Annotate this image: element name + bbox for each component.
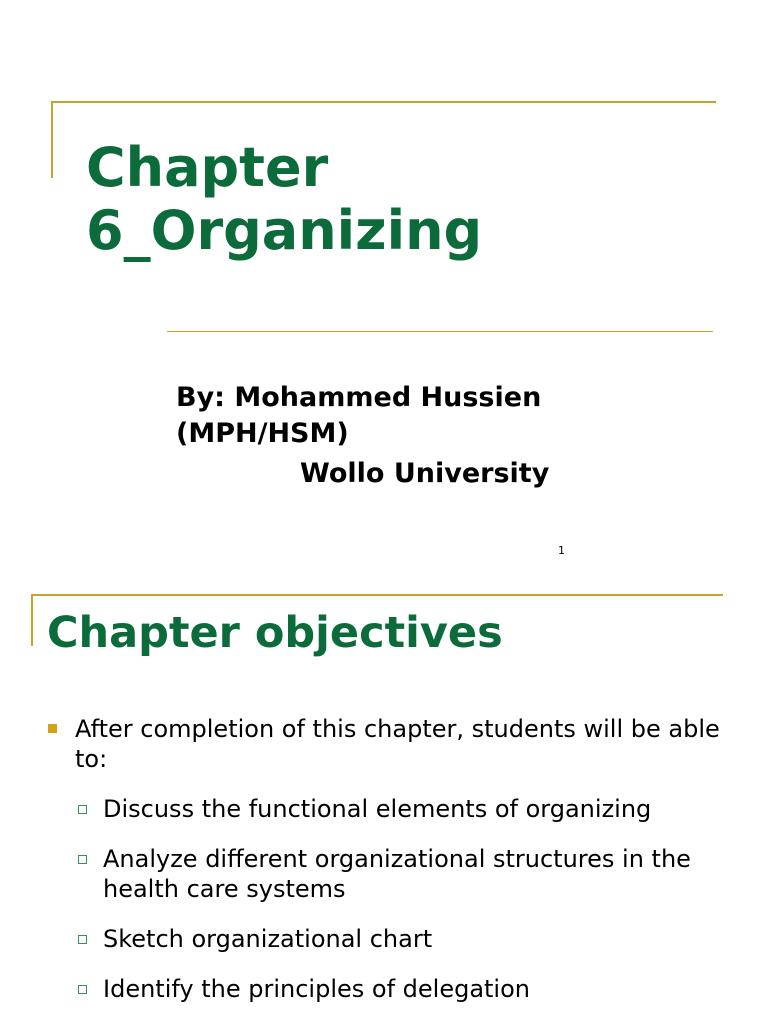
objective-text: Analyze different organizational structures in the health care systems bbox=[103, 845, 691, 903]
hollow-square-bullet-icon bbox=[78, 985, 87, 994]
intro-text: After completion of this chapter, students will be able to: bbox=[75, 715, 720, 773]
objective-text: Sketch organizational chart bbox=[103, 925, 433, 953]
hollow-square-bullet-icon bbox=[78, 935, 87, 944]
objectives-slide bbox=[0, 576, 768, 1024]
list-item bbox=[76, 924, 736, 954]
university-name: Wollo University bbox=[300, 458, 550, 489]
page-number: 1 bbox=[558, 544, 565, 557]
title-underline bbox=[167, 331, 713, 332]
objectives-list bbox=[76, 794, 736, 1024]
list-item bbox=[76, 794, 736, 824]
objective-text: Discuss the functional elements of organizing bbox=[103, 795, 652, 823]
author-degree: (MPH/HSM) bbox=[176, 418, 349, 449]
left-rule bbox=[31, 594, 33, 646]
slide-title: Chapter 6_Organizing bbox=[86, 136, 483, 262]
hollow-square-bullet-icon bbox=[78, 855, 87, 864]
list-item bbox=[76, 974, 736, 1004]
top-rule bbox=[51, 101, 716, 103]
slide-title: Chapter objectives bbox=[47, 608, 503, 658]
objective-text: Identify the principles of delegation bbox=[103, 975, 530, 1003]
hollow-square-bullet-icon bbox=[78, 805, 87, 814]
intro-bullet bbox=[48, 714, 728, 774]
author-byline bbox=[176, 380, 541, 452]
square-bullet-icon bbox=[48, 724, 57, 733]
left-rule bbox=[51, 101, 53, 178]
author-name: By: Mohammed Hussien bbox=[176, 382, 542, 413]
top-rule bbox=[31, 594, 723, 596]
list-item bbox=[76, 844, 736, 904]
